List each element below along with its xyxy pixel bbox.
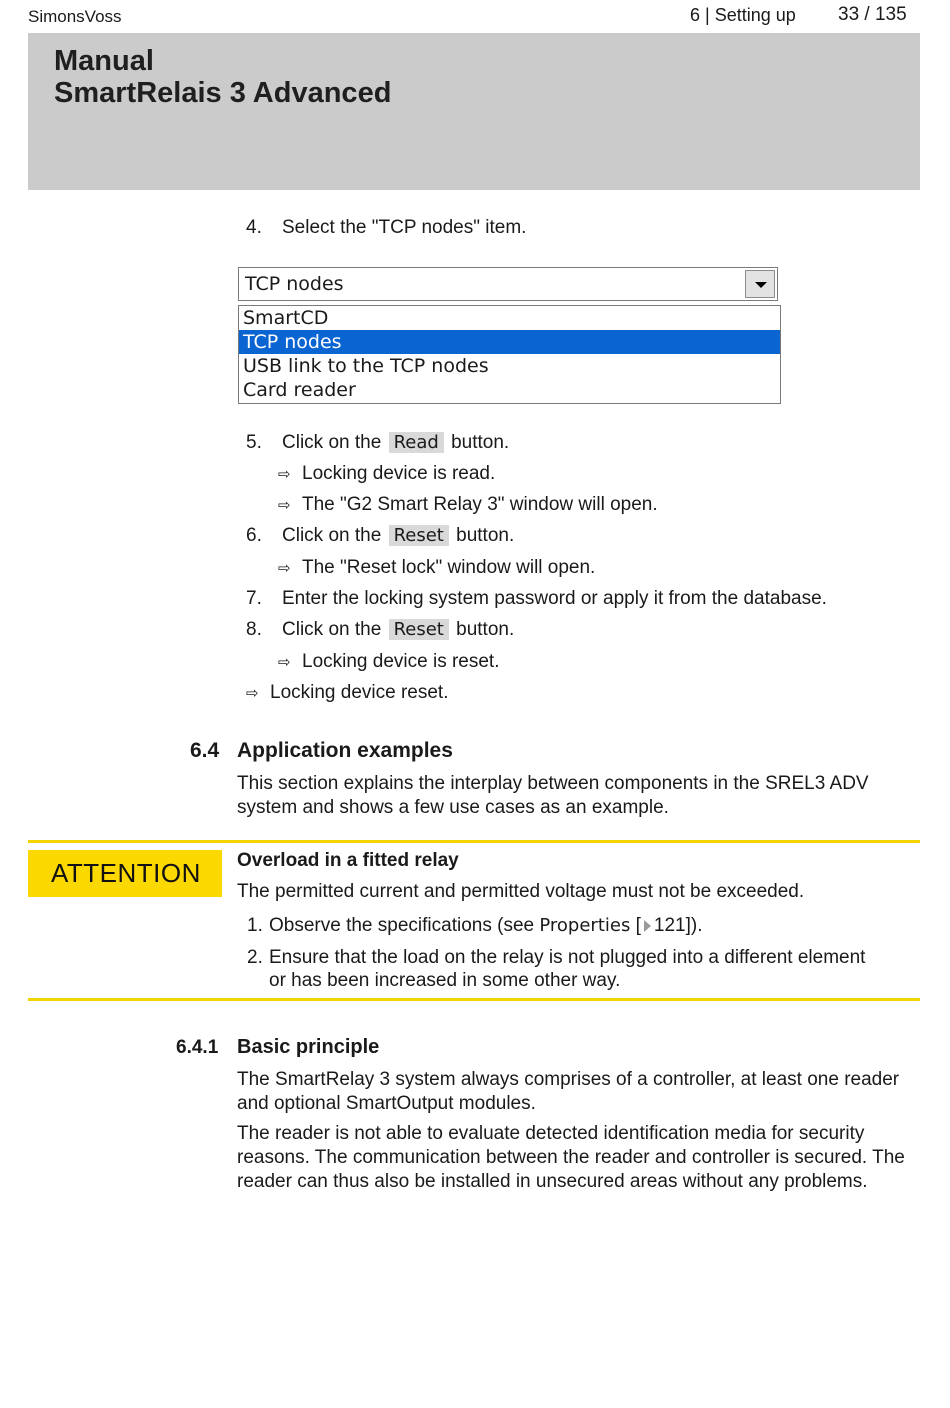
step-number: 5. [246,432,262,453]
combobox-value: TCP nodes [245,273,344,295]
attention-item-2-cont: or has been increased in some other way. [269,970,621,991]
step-text: Click on the [282,432,382,453]
step-text: Click on the [282,525,382,546]
result-arrow-icon: ⇨ [278,497,291,514]
step-text-end: button. [456,525,515,546]
page-reference-arrow-icon [644,920,651,932]
result-6 [278,556,595,581]
attention-heading: Overload in a fitted relay [237,850,459,871]
result-arrow-icon: ⇨ [246,685,259,702]
title-banner [28,33,920,190]
dropdown-option-tcp-nodes[interactable]: TCP nodes [239,330,780,354]
paragraph-1: The SmartRelay 3 system always comprises of a controller, at least one reader and optional SmartOutput modules. [237,1069,900,1114]
subsection-number: 6.4.1 [176,1037,219,1058]
device-type-dropdown-list [238,305,781,404]
step-4 [246,216,526,240]
attention-top-rule [28,840,920,843]
step-text-end: button. [456,619,515,640]
section-intro-paragraph: This section explains the interplay between components in the SREL3 ADV system and shows a few use cases as an example. [237,773,869,818]
properties-link[interactable]: Properties [539,915,631,936]
header-brand: SimonsVoss [28,7,122,26]
result-text: Locking device is read. [302,463,496,484]
list-text: Ensure that the load on the relay is not plugged into a different element [269,947,866,968]
reset-button-label: Reset [389,525,449,546]
paragraph-2: The reader is not able to evaluate detected identification media for security reasons. The communication between the reader and controller is secured. The reader can thus also be installed in unsecured areas without any problems. [237,1123,905,1192]
read-button-label: Read [389,432,444,453]
step-number: 8. [246,619,262,640]
manual-title-line2: SmartRelais 3 Advanced [54,77,392,109]
result-arrow-icon: ⇨ [278,466,291,483]
result-text: The "G2 Smart Relay 3" window will open. [302,494,658,515]
list-number: 2. [247,947,263,968]
dropdown-option-card-reader[interactable]: Card reader [243,379,356,401]
manual-title [54,45,391,109]
dropdown-option-usb-link[interactable]: USB link to the TCP nodes [243,355,489,377]
final-result [246,681,449,706]
manual-title-line1: Manual [54,45,154,77]
step-text: Select the "TCP nodes" item. [282,217,527,238]
section-title: Application examples [237,739,453,762]
dropdown-option-smartcd[interactable]: SmartCD [243,307,329,329]
result-arrow-icon: ⇨ [278,654,291,671]
bracket-open: [ [635,915,641,936]
attention-bottom-rule [28,998,920,1001]
dropdown-button[interactable] [745,270,775,298]
attention-item-1 [247,914,702,938]
chevron-down-icon [755,282,767,288]
header-section: 6 | Setting up [690,5,796,25]
result-8 [278,650,500,675]
result-text: Locking device reset. [270,682,449,703]
step-8 [246,618,514,642]
list-number: 1. [247,915,263,936]
result-text: The "Reset lock" window will open. [302,557,596,578]
result-text: Locking device is reset. [302,651,500,672]
attention-badge [28,850,222,897]
attention-label: ATTENTION [51,858,201,888]
step-number: 4. [246,217,262,238]
subsection-title: Basic principle [237,1036,380,1058]
step-5 [246,431,509,455]
attention-text: The permitted current and permitted voltage must not be exceeded. [237,881,805,902]
reset-button-label: Reset [389,619,449,640]
step-text-end: button. [451,432,510,453]
section-number: 6.4 [190,739,220,762]
result-arrow-icon: ⇨ [278,560,291,577]
device-type-combobox[interactable] [238,267,778,301]
step-text: Enter the locking system password or apply it from the database. [282,588,827,609]
step-text: Click on the [282,619,382,640]
list-text: Observe the specifications (see [269,915,535,936]
step-7 [246,587,827,611]
header-page-number: 33 / 135 [838,4,907,25]
step-6 [246,524,514,548]
step-number: 7. [246,588,262,609]
step-number: 6. [246,525,262,546]
result-5b [278,493,658,518]
result-5a [278,462,495,487]
attention-item-2 [247,946,865,970]
page-reference[interactable]: 121]). [653,915,703,936]
